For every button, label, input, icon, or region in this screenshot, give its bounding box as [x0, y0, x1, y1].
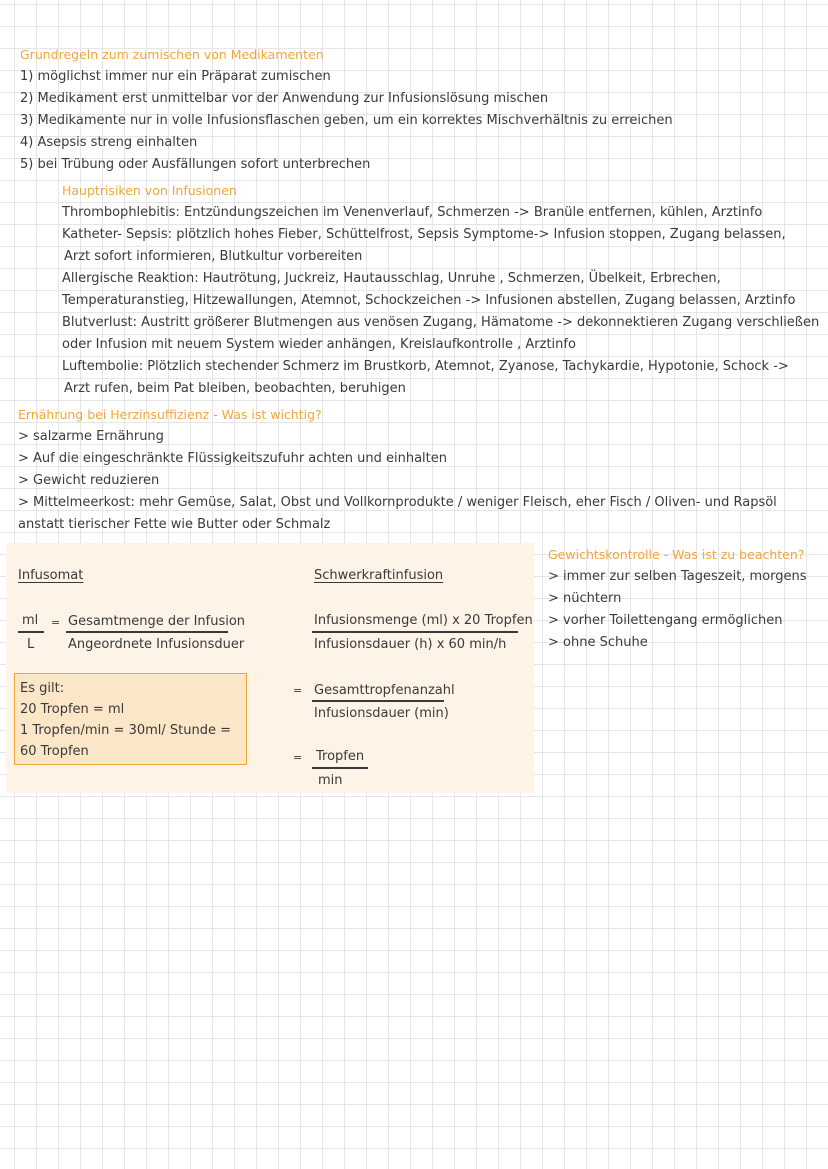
infusomat-title: Infusomat [18, 568, 84, 583]
equals-sign: = [293, 684, 303, 697]
risiko-line: Arzt sofort informieren, Blutkultur vorbereiten [64, 249, 363, 264]
grundregeln-section [20, 44, 673, 176]
risiko-line: Luftembolie: Plötzlich stechender Schmerz im Brustkorb, Atemnot, Zyanose, Tachykardie, Hypotonie, Schock -> [62, 359, 789, 374]
hauptrisiken-section [62, 180, 819, 400]
risiko-line: Allergische Reaktion: Hautrötung, Juckreiz, Hautausschlag, Unruhe , Schmerzen, Übelkeit, Erbrechen, [62, 271, 721, 286]
ernaehrung-section [18, 404, 818, 536]
risiko-line: Arzt rufen, beim Pat bleiben, beobachten, beruhigen [64, 381, 406, 396]
gewichtskontrolle-section [548, 544, 807, 654]
tropfenanzahl-denominator: Infusionsdauer (min) [314, 706, 449, 721]
tropfen-denominator: min [318, 773, 343, 788]
gewicht-item: > ohne Schuhe [548, 635, 648, 650]
tropfen-fraction-line [312, 767, 368, 769]
equals-sign: = [51, 616, 61, 629]
risiko-line: Blutverlust: Austritt größerer Blutmengen aus venösen Zugang, Hämatome -> dekonnektieren Zugang verschließen [62, 315, 820, 330]
infusomat-denominator: Angeordnete Infusionsduer [68, 637, 245, 652]
ernaehrung-item: > Mittelmeerkost: mehr Gemüse, Salat, Obst und Vollkornprodukte / weniger Fleisch, eher Fisch / Oliven- und Rapsöl anstatt tierischer Fette wie Butter oder Schmalz [18, 495, 777, 532]
grundregeln-item: 3) Medikamente nur in volle Infusionsflaschen geben, um ein korrektes Mischverhältnis zu erreichen [20, 113, 673, 128]
infusomat-fraction-line [66, 631, 228, 633]
risiko-line: Katheter- Sepsis: plötzlich hohes Fieber, Schüttelfrost, Sepsis Symptome-> Infusion stoppen, Zugang belassen, [62, 227, 786, 242]
risiko-line: oder Infusion mit neuem System wieder anhängen, Kreislaufkontrolle , Arztinfo [62, 337, 576, 352]
hauptrisiken-heading: Hauptrisiken von Infusionen [62, 183, 237, 198]
grundregeln-heading: Grundregeln zum zumischen von Medikamenten [20, 47, 324, 62]
equals-sign: = [293, 751, 303, 764]
gewicht-item: > vorher Toilettengang ermöglichen [548, 613, 783, 628]
gewicht-item: > immer zur selben Tageszeit, morgens [548, 569, 807, 584]
es-gilt-box [14, 673, 247, 765]
unit-denominator: L [27, 637, 35, 652]
ernaehrung-item: > Gewicht reduzieren [18, 473, 160, 488]
gewicht-item: > nüchtern [548, 591, 622, 606]
risiko-line: Temperaturanstieg, Hitzewallungen, Atemnot, Schockzeichen -> Infusionen abstellen, Zugang belassen, Arztinfo [62, 293, 796, 308]
ernaehrung-item: > salzarme Ernährung [18, 429, 164, 444]
grundregeln-item: 2) Medikament erst unmittelbar vor der Anwendung zur Infusionslösung mischen [20, 91, 549, 106]
es-gilt-text: Es gilt: 20 Tropfen = ml 1 Tropfen/min = 30ml/ Stunde = 60 Tropfen [20, 681, 231, 759]
grundregeln-item: 5) bei Trübung oder Ausfällungen sofort unterbrechen [20, 157, 371, 172]
unit-numerator: ml [22, 613, 39, 628]
grundregeln-item: 4) Asepsis streng einhalten [20, 135, 198, 150]
infusomat-numerator: Gesamtmenge der Infusion [68, 614, 246, 629]
risiko-line: Thrombophlebitis: Entzündungszeichen im Venenverlauf, Schmerzen -> Branüle entfernen, kühlen, Arztinfo [62, 205, 763, 220]
schwerkraft-title: Schwerkraftinfusion [314, 568, 444, 583]
schwerkraft-fraction-line [312, 631, 518, 633]
unit-fraction-line [18, 631, 44, 633]
schwerkraft-denominator: Infusionsdauer (h) x 60 min/h [314, 637, 507, 652]
ernaehrung-heading: Ernährung bei Herzinsuffizienz - Was ist wichtig? [18, 407, 322, 422]
tropfenanzahl-numerator: Gesamttropfenanzahl [314, 683, 455, 698]
gewichtskontrolle-heading: Gewichtskontrolle - Was ist zu beachten? [548, 547, 805, 562]
tropfen-numerator: Tropfen [316, 749, 365, 764]
ernaehrung-item: > Auf die eingeschränkte Flüssigkeitszufuhr achten und einhalten [18, 451, 447, 466]
grundregeln-item: 1) möglichst immer nur ein Präparat zumischen [20, 69, 331, 84]
schwerkraft-numerator: Infusionsmenge (ml) x 20 Tropfen [314, 613, 533, 628]
tropfenanzahl-fraction-line [312, 700, 444, 702]
